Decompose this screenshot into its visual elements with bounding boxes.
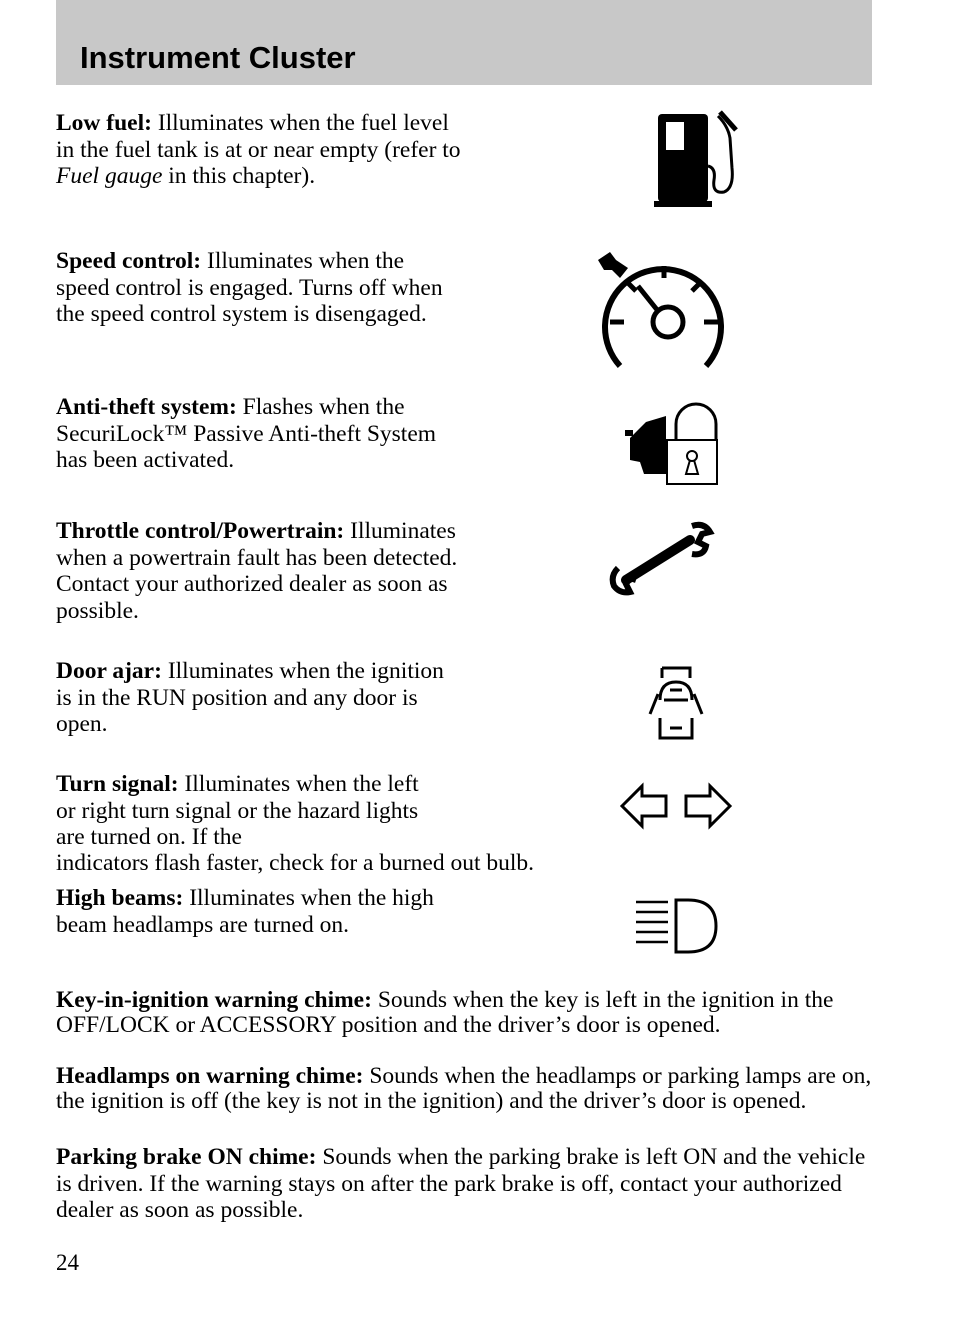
page-number: 24 [56, 1250, 79, 1275]
anti-theft-lock-icon [622, 400, 722, 486]
page-header [56, 0, 872, 85]
powertrain-description: Throttle control/Powertrain: Illuminates when a powertrain fault has been detected. Contact your authorized dealer as soon as possible. [56, 518, 458, 624]
high-beams-description: High beams: Illuminates when the high beam headlamps are turned on. [56, 885, 434, 938]
high-beam-icon [632, 896, 722, 956]
speed-control-icon [594, 248, 734, 373]
door-ajar-term: Door ajar: [56, 658, 162, 684]
anti-theft-term: Anti-theft system: [56, 394, 237, 420]
turn-signal-term: Turn signal: [56, 771, 179, 797]
powertrain-term: Throttle control/Powertrain: [56, 518, 345, 544]
door-ajar-car-icon [644, 664, 708, 746]
high-beams-term: High beams: [56, 885, 184, 911]
low-fuel-term: Low fuel: [56, 110, 152, 136]
wrench-icon [608, 520, 716, 600]
anti-theft-description: Anti-theft system: Flashes when the SecuriLock™ Passive Anti-theft System has been activated. [56, 394, 437, 473]
page-title: Instrument Cluster [80, 40, 356, 75]
fuel-pump-icon [650, 108, 745, 210]
low-fuel-description: Low fuel: Illuminates when the fuel level in the fuel tank is at or near empty (refer to Fuel gauge in this chapter). [56, 110, 461, 189]
parking-brake-chime-description: Parking brake ON chime: Sounds when the parking brake is left ON and the vehicle is driven. If the warning stays on after the park brake is off, contact your authorized dealer as soon as possible. [56, 1144, 866, 1223]
speed-control-term: Speed control: [56, 248, 202, 274]
headlamps-on-chime-description: Headlamps on warning chime: Sounds when the headlamps or parking lamps are on, the ignition is off (the key is not in the ignition) and the driver’s door is opened. [56, 1063, 872, 1114]
parking-brake-chime-term: Parking brake ON chime: [56, 1144, 317, 1170]
turn-signal-description-part1: Turn signal: Illuminates when the left or right turn signal or the hazard lights are turned on. If the [56, 771, 419, 850]
key-in-ignition-chime-description: Key-in-ignition warning chime: Sounds when the key is left in the ignition in the OFF/LOCK or ACCESSORY position and the driver’s door is opened. [56, 987, 834, 1038]
turn-signal-arrows-icon [620, 782, 734, 832]
door-ajar-description: Door ajar: Illuminates when the ignition is in the RUN position and any door is open. [56, 658, 444, 737]
turn-signal-description-part2: indicators flash faster, check for a burned out bulb. [56, 850, 535, 876]
headlamps-on-chime-term: Headlamps on warning chime: [56, 1063, 364, 1089]
fuel-gauge-reference: Fuel gauge [56, 163, 163, 189]
speed-control-description: Speed control: Illuminates when the speed control is engaged. Turns off when the speed control system is disengaged. [56, 248, 443, 327]
key-in-ignition-chime-term: Key-in-ignition warning chime: [56, 987, 372, 1013]
